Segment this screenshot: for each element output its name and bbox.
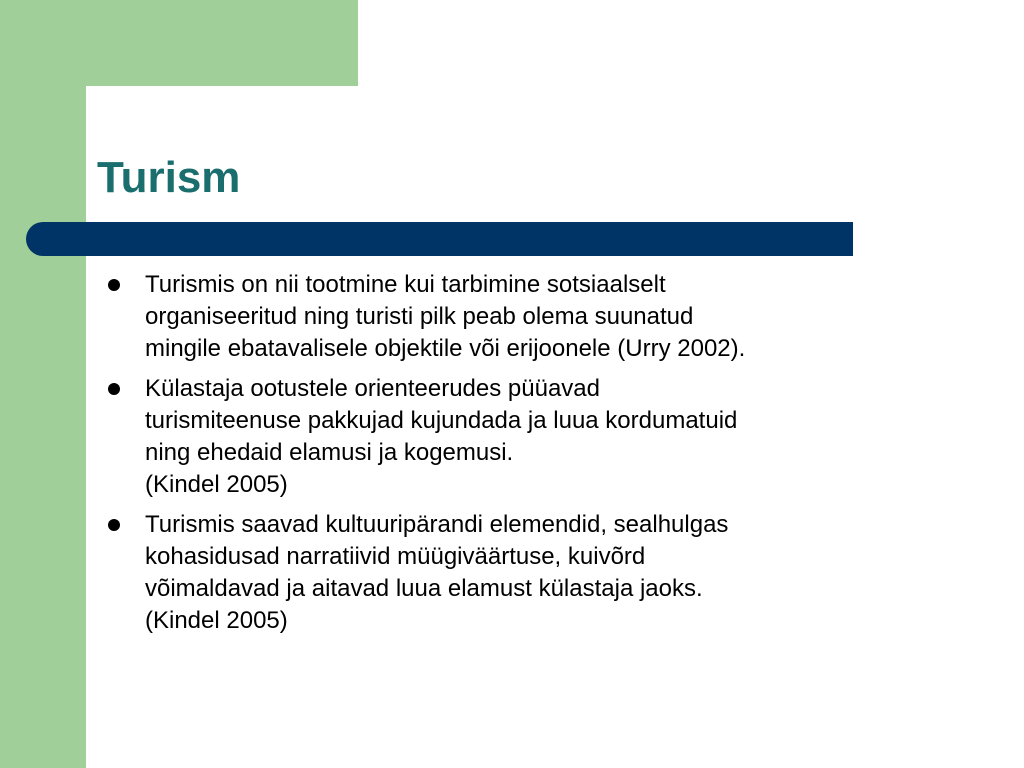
bullet-line: võimaldavad ja aitavad luua elamust külastaja jaoks. [145,575,703,602]
slide-title: Turism [97,153,241,202]
bullet-line: ning ehedaid elamusi ja kogemusi. [145,439,514,466]
bullet-line: mingile ebatavalisele objektile või erijoonele (Urry 2002). [145,335,746,362]
bullet-item [100,269,940,365]
title-underline-bar [26,222,853,256]
bullet-item [100,373,940,501]
bullet-line: turismiteenuse pakkujad kujundada ja luua kordumatuid [145,407,738,434]
bullet-text [145,509,940,637]
bullet-line: kohasidusad narratiivid müügiväärtuse, kuivõrd [145,543,646,570]
bullet-text [145,373,940,501]
green-side-band [0,0,86,768]
green-top-band [0,0,358,86]
bullet-citation: (Kindel 2005) [145,607,288,634]
bullet-dot-icon [108,519,120,531]
bullet-line: Külastaja ootustele orienteerudes püüavad [145,375,600,402]
bullet-line: organiseeritud ning turisti pilk peab olema suunatud [145,303,694,330]
bullet-text [145,269,940,365]
bullet-citation: (Kindel 2005) [145,471,288,498]
bullet-dot-icon [108,383,120,395]
bullet-dot-icon [108,279,120,291]
bullet-item [100,509,940,637]
bullet-list [100,269,940,645]
bullet-line: Turismis saavad kultuuripärandi elemendid, sealhulgas [145,511,729,538]
bullet-line: Turismis on nii tootmine kui tarbimine sotsiaalselt [145,271,666,298]
